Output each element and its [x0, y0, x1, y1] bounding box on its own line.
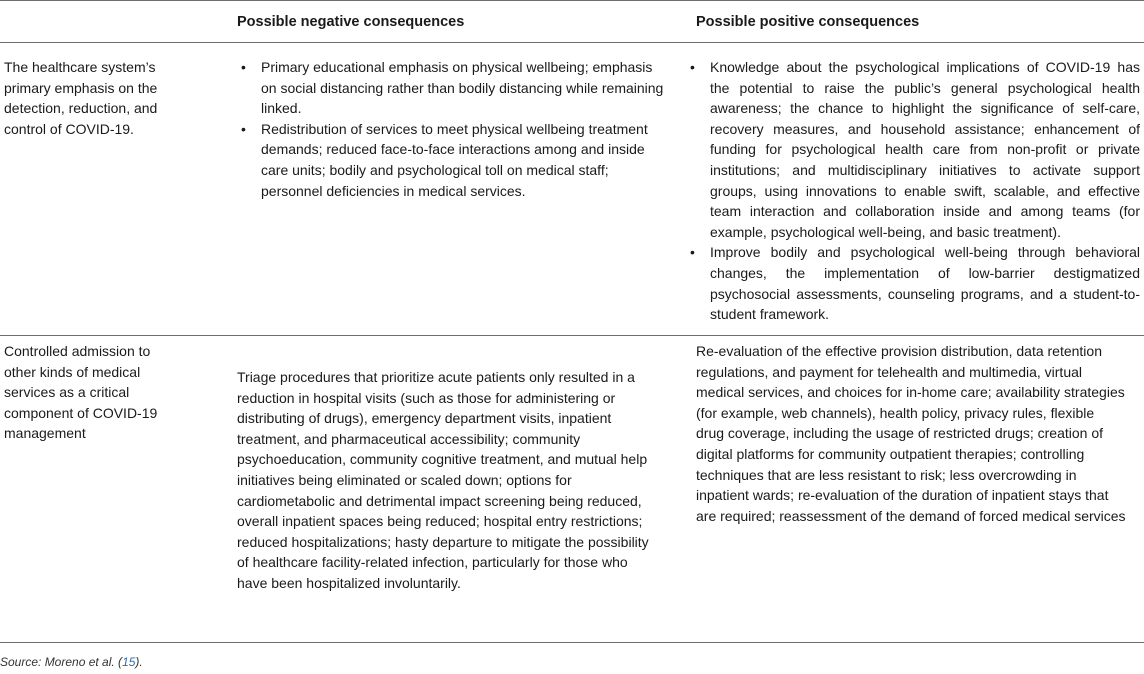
row-1-negative-list [237, 57, 667, 201]
table-bottom-rule [0, 642, 1144, 643]
header-negative-consequences: Possible negative consequences [237, 14, 465, 30]
row-2-positive: Re-evaluation of the effective provision distribution, data retention regulations, and payment for telehealth and multimedia, virtual medical services, and choices for in-home care; availability strategies (for example, web channels), health policy, privacy rules, flexible drug coverage, including the usage of restricted drugs; creation of digital platforms for community outpatient therapies; controlling techniques that are less resistant to risk; less overcrowding in inpatient wards; re-evaluation of the duration of inpatient stays that are required; reassessment of the demand of forced medical services [696, 343, 1126, 524]
source-prefix: Source: Moreno et al. ( [0, 655, 123, 669]
row-2-negative: Triage procedures that prioritize acute patients only resulted in a reduction in hospital visits (such as those for administering or distributing of drugs), emergency department visits, inpatient treatment, and pharmaceutical accessibility; community psychoeducation, community cognitive treatment, and mutual help initiatives being eliminated or scaled down; options for cardiometabolic and detrimental impact screening being reduced, overall inpatient spaces being reduced; hospital entry restrictions; reduced hospitalizations; hasty departure to mitigate the possibility of healthcare facility-related infection, particularly for those who have been hospitalized involuntarily. [237, 369, 649, 591]
list-item: • Improve bodily and psychological well-being through behavioral changes, the implementation of low-barrier destigmatized psychosocial assessments, counseling programs, and a student-to-student framework. [686, 242, 1140, 324]
row-1-negative [237, 57, 667, 201]
row-1-label: The healthcare system’s primary emphasis on the detection, reduction, and control of COVID-19. [4, 59, 158, 137]
source-suffix: ). [135, 655, 143, 669]
header-positive-consequences: Possible positive consequences [696, 14, 920, 30]
table-top-rule [0, 0, 1144, 1]
source-note [0, 654, 143, 670]
list-item: • Knowledge about the psychological implications of COVID-19 has the potential to raise the public’s general psychological health awareness; the chance to highlight the significance of self-care, recovery measures, and household assistance; enhancement of funding for psychological health care from non-profit or private institutions; and multidisciplinary initiatives to activate support groups, using innovations to enable swift, scalable, and effective team interaction and collaboration inside and among teams (for example, psychological well-being, and basic treatment). [686, 57, 1140, 242]
citation-link[interactable]: 15 [122, 655, 136, 669]
list-item: • Redistribution of services to meet physical wellbeing treatment demands; reduced face-to-face interactions among and inside care units; bodily and psychological toll on medical staff; personnel deficiencies in medical services. [237, 119, 667, 201]
row-1-positive [686, 57, 1140, 325]
header-bottom-rule [0, 42, 1144, 43]
list-item: • Primary educational emphasis on physical wellbeing; emphasis on social distancing rather than bodily distancing while remaining linked. [237, 57, 667, 119]
row-2-label: Controlled admission to other kinds of medical services as a critical component of COVID-19 management [4, 343, 158, 442]
row-divider-rule [0, 335, 1144, 336]
row-1-positive-list [686, 57, 1140, 325]
